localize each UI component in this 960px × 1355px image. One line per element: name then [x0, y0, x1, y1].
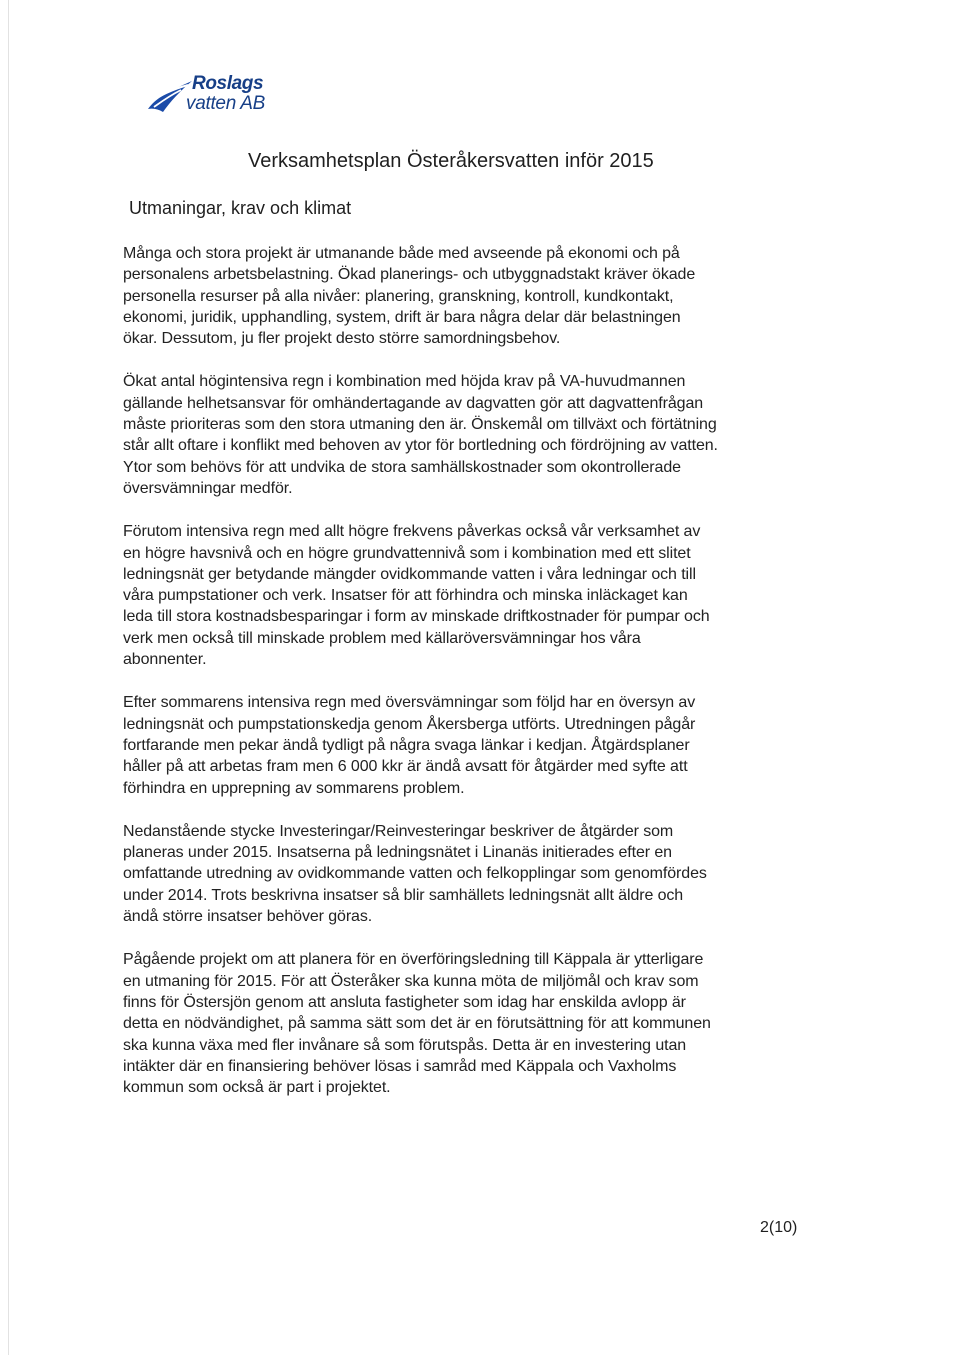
paragraph-line: verk men också till minskade problem med källaröversvämningar hos våra — [123, 629, 641, 647]
paragraph-line: personalens arbetsbelastning. Ökad planerings- och utbyggnadstakt kräver ökade — [123, 266, 696, 284]
page-number: 2(10) — [760, 1219, 798, 1236]
paragraph-3 — [123, 521, 813, 670]
paragraph-line: gällande helhetsansvar för omhändertagande av dagvatten gör att dagvattenfrågan — [123, 394, 704, 412]
paragraph-line: ökar. Dessutom, ju fler projekt desto större samordningsbehov. — [123, 330, 561, 348]
paragraph-line: ekonomi, juridik, upphandling, system, drift är bara några delar där belastningen — [123, 308, 681, 326]
logo-text-roslags: Roslags — [192, 73, 264, 94]
paragraph-line: kommun som också är part i projektet. — [123, 1079, 391, 1097]
paragraph-line: översvämningar medför. — [123, 479, 293, 497]
paragraph-line: Pågående projekt om att planera för en överföringsledning till Käppala är ytterligare — [123, 951, 704, 969]
paragraph-line: våra pumpstationer och verk. Insatser för att förhindra och minska inläckaget kan — [123, 587, 688, 605]
document-body — [123, 243, 813, 1120]
paragraph-line: Förutom intensiva regn med allt högre frekvens påverkas också vår verksamhet av — [123, 523, 701, 541]
paragraph-1 — [123, 243, 813, 349]
logo-text-vatten-ab: vatten AB — [186, 93, 265, 114]
section-heading: Utmaningar, krav och klimat — [129, 198, 352, 218]
paragraph-6 — [123, 949, 813, 1098]
paragraph-line: Ökat antal högintensiva regn i kombination med höjda krav på VA-huvudmannen — [123, 373, 686, 391]
paragraph-line: ledningsnät och pumpstationskedja genom Åkersberga utförts. Utredningen pågår — [123, 715, 696, 733]
paragraph-line: abonnenter. — [123, 651, 207, 669]
paragraph-line: personella resurser på alla nivåer: planering, granskning, kontroll, kundkontakt, — [123, 287, 674, 305]
paragraph-line: en utmaning för 2015. För att Österåker ska kunna möta de miljömål och krav som — [123, 972, 699, 990]
paragraph-line: planeras under 2015. Insatserna på ledningsnätet i Linanäs initierades efter en — [123, 844, 672, 862]
paragraph-line: Många och stora projekt är utmanande både med avseende på ekonomi och på — [123, 245, 680, 262]
paragraph-line: måste prioriteras som den stora utmaning den är. Önskemål om tillväxt och förtätning — [123, 416, 717, 434]
paragraph-2 — [123, 371, 813, 499]
paragraph-line: ändå större insatser behöver göras. — [123, 908, 373, 926]
paragraph-line: står allt oftare i konflikt med behoven av ytor för bortledning och fördröjning av vatten. — [123, 437, 718, 455]
paragraph-5 — [123, 821, 813, 927]
document-title: Verksamhetsplan Österåkersvatten inför 2015 — [248, 150, 654, 172]
scan-edge-line — [8, 0, 9, 1355]
paragraph-line: Nedanstående stycke Investeringar/Reinvesteringar beskriver de åtgärder som — [123, 822, 674, 840]
paragraph-line: Efter sommarens intensiva regn med översvämningar som följd har en översyn av — [123, 694, 696, 712]
paragraph-line: fortfarande men pekar ändå tydligt på några svaga länkar i kedjan. Åtgärdsplaner — [123, 736, 690, 754]
paragraph-line: förhindra en upprepning av sommarens problem. — [123, 779, 465, 797]
paragraph-line: håller på att arbetas fram men 6 000 kkr är ändå avsatt för åtgärder med syfte att — [123, 758, 688, 776]
paragraph-line: en högre havsnivå och en högre grundvattennivå som i kombination med ett slitet — [123, 544, 691, 562]
paragraph-line: under 2014. Trots beskrivna insatser så blir samhällets ledningsnät allt äldre och — [123, 886, 684, 904]
paragraph-line: finns för Östersjön genom att ansluta fastigheter som idag har enskilda avlopp är — [123, 993, 686, 1011]
paragraph-line: ledningsnät ger betydande mängder ovidkommande vatten i våra ledningar och till — [123, 565, 696, 583]
paragraph-line: ska kunna växa med fler invånare så som förutspås. Detta är en investering utan — [123, 1036, 687, 1054]
paragraph-line: intäkter där en finansiering behöver lösas i samråd med Käppala och Vaxholms — [123, 1057, 677, 1075]
paragraph-line: leda till stora kostnadsbesparingar i form av minskade driftkostnader för pumpar och — [123, 608, 710, 626]
company-logo — [146, 72, 316, 116]
paragraph-line: detta en nödvändighet, på samma sätt som det är en förutsättning för att kommunen — [123, 1015, 711, 1033]
paragraph-line: Ytor som behövs för att undvika de stora samhällskostnader som okontrollerade — [123, 458, 681, 476]
paragraph-4 — [123, 692, 813, 798]
paragraph-line: omfattande utredning av ovidkommande vatten och felkopplingar som genomfördes — [123, 865, 707, 883]
